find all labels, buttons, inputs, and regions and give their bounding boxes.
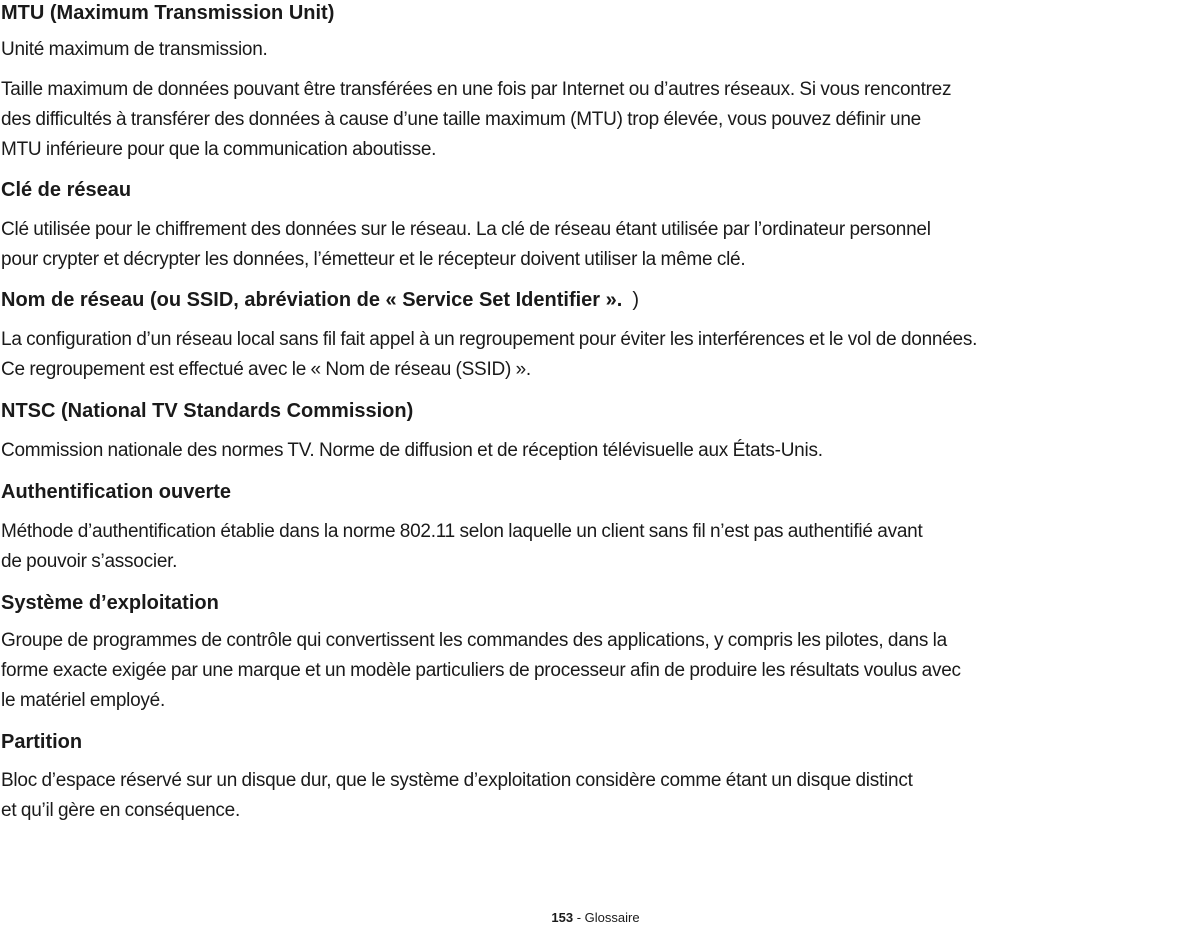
glossary-entry-ntsc	[1, 400, 1189, 422]
definition-line: Taille maximum de données pouvant être transférées en une fois par Internet ou d’autres réseaux. Si vous rencontrez	[1, 79, 952, 100]
definition-line: Unité maximum de transmission.	[1, 39, 268, 60]
glossary-entry-authentification-ouverte	[1, 481, 1189, 503]
term-ntsc: NTSC (National TV Standards Commission)	[1, 400, 414, 422]
definition-line: Méthode d’authentification établie dans la norme 802.11 selon laquelle un client sans fil n’est pas authentifié avant	[1, 521, 923, 542]
definition-line: forme exacte exigée par une marque et un modèle particuliers de processeur afin de produire les résultats voulus avec	[1, 660, 961, 681]
term-cle-de-reseau: Clé de réseau	[1, 179, 132, 201]
definition-line: Groupe de programmes de contrôle qui convertissent les commandes des applications, y compris les pilotes, dans la	[1, 630, 947, 651]
definition-line: et qu’il gère en conséquence.	[1, 800, 240, 821]
definition-authentification-ouverte	[1, 517, 1189, 577]
definition-nom-de-reseau	[1, 325, 1189, 385]
footer-section: Glossaire	[584, 910, 640, 925]
footer-separator: -	[573, 910, 585, 925]
glossary-entry-partition	[1, 731, 1189, 753]
definition-partition	[1, 766, 1189, 826]
definition-line: de pouvoir s’associer.	[1, 551, 178, 572]
definition-line: Ce regroupement est effectué avec le « Nom de réseau (SSID) ».	[1, 359, 531, 380]
term-nom-de-reseau	[1, 289, 1189, 311]
definition-ntsc	[1, 436, 1189, 466]
definition-cle-de-reseau	[1, 215, 1189, 275]
definition-mtu-short	[1, 35, 1189, 65]
definition-line: des difficultés à transférer des données à cause d’une taille maximum (MTU) trop élevée, vous pouvez définir une	[1, 109, 921, 130]
term-mtu: MTU (Maximum Transmission Unit)	[1, 2, 335, 24]
term-authentification-ouverte: Authentification ouverte	[1, 481, 232, 503]
term-systeme-exploitation: Système d’exploitation	[1, 592, 219, 614]
definition-mtu-long	[1, 75, 1189, 165]
glossary-entry-nom-de-reseau	[1, 289, 1189, 311]
definition-systeme-exploitation	[1, 626, 1189, 716]
definition-line: le matériel employé.	[1, 690, 166, 711]
glossary-entry-systeme-exploitation	[1, 592, 1189, 614]
definition-line: MTU inférieure pour que la communication aboutisse.	[1, 139, 437, 160]
term-text: Nom de réseau (ou SSID, abréviation de « Service Set Identifier ».	[1, 289, 623, 311]
glossary-entry-cle-de-reseau	[1, 179, 1189, 201]
page-number: 153	[551, 910, 574, 925]
definition-line: Commission nationale des normes TV. Norme de diffusion et de réception télévisuelle aux États-Unis.	[1, 440, 823, 461]
term-suffix: )	[632, 289, 639, 311]
definition-line: Clé utilisée pour le chiffrement des données sur le réseau. La clé de réseau étant utilisée par l’ordinateur personnel	[1, 219, 931, 240]
page-footer	[0, 908, 1191, 928]
definition-line: pour crypter et décrypter les données, l’émetteur et le récepteur doivent utiliser la même clé.	[1, 249, 746, 270]
definition-line: Bloc d’espace réservé sur un disque dur, que le système d’exploitation considère comme étant un disque distinct	[1, 770, 913, 791]
term-partition: Partition	[1, 731, 83, 753]
glossary-entry-mtu	[1, 2, 1189, 24]
definition-line: La configuration d’un réseau local sans fil fait appel à un regroupement pour éviter les interférences et le vol de données.	[1, 329, 978, 350]
